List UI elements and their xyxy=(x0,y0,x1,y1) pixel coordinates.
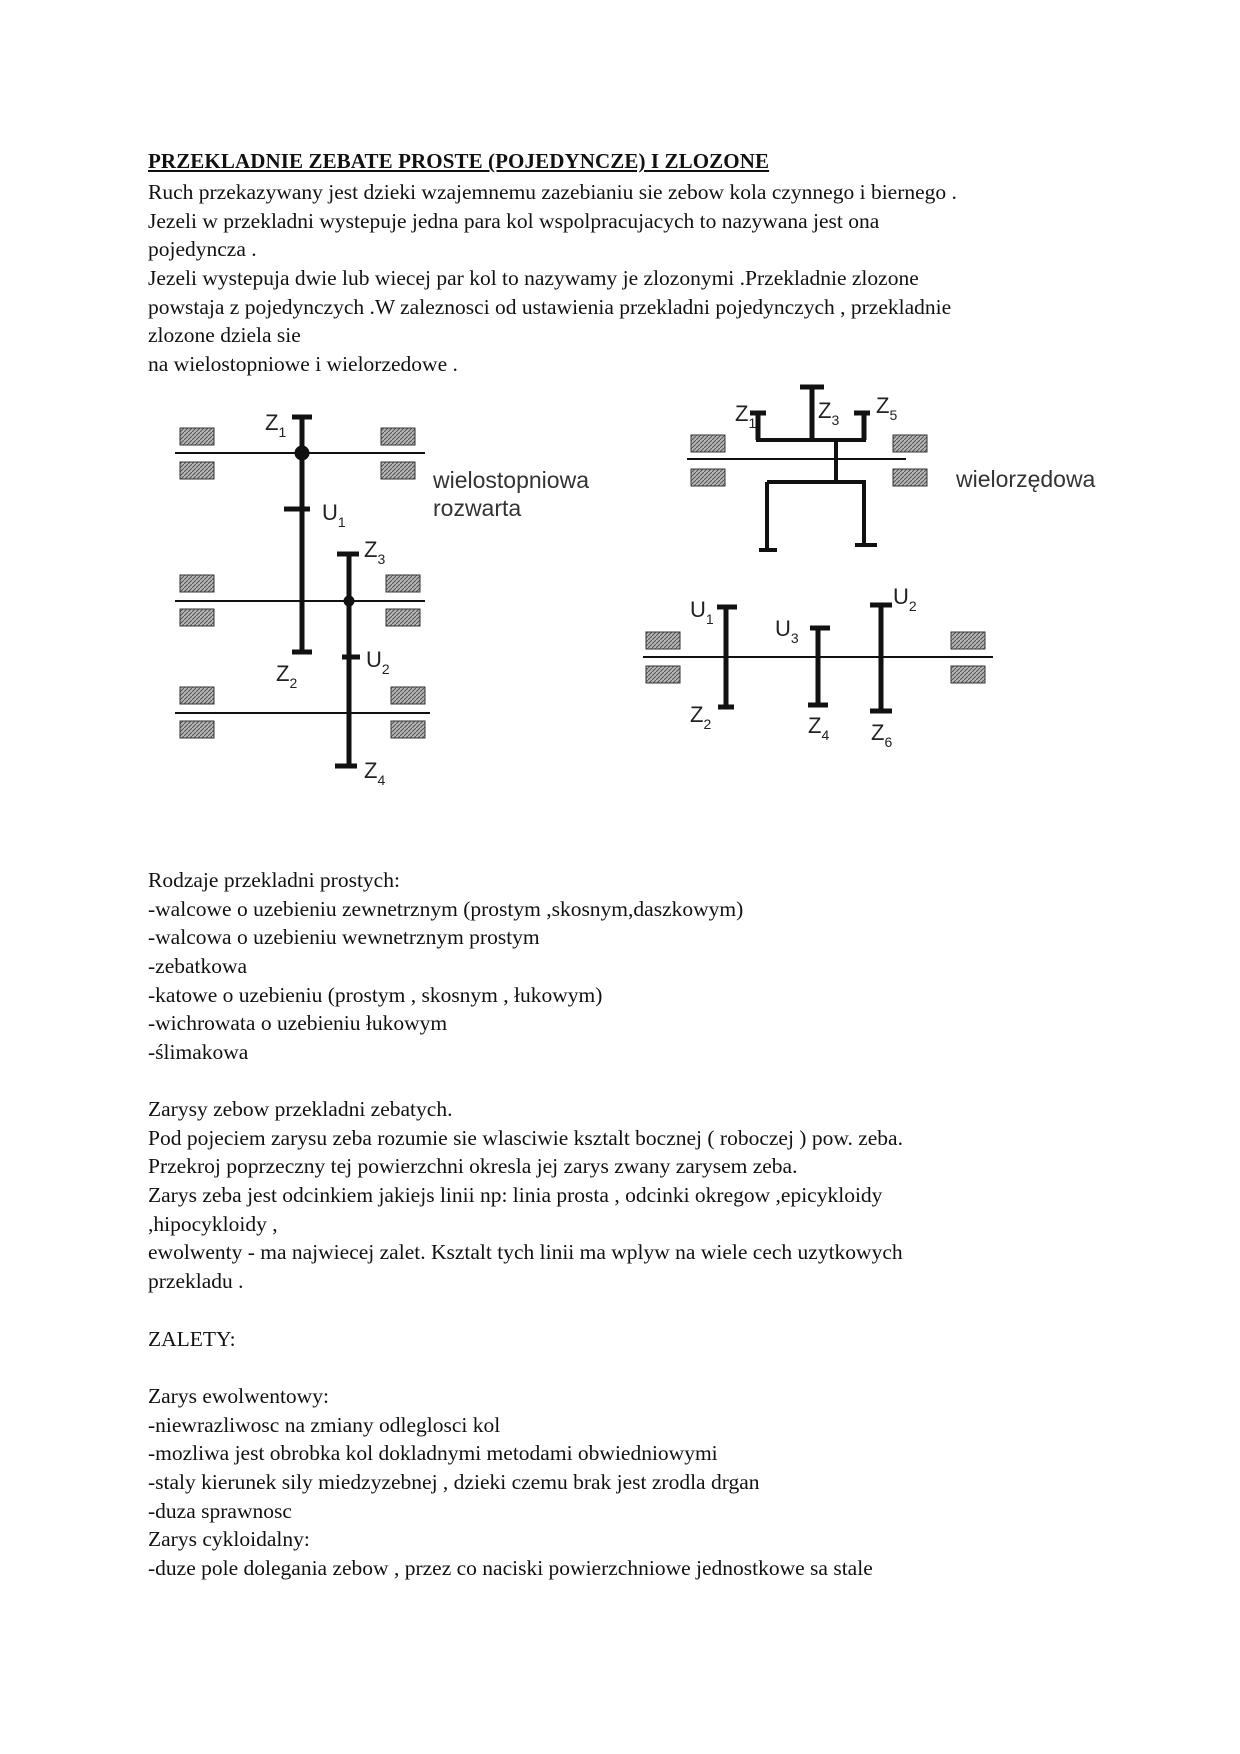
caption-multistage-open: rozwarta xyxy=(433,495,522,521)
text-line: Zarys zeba jest odcinkiem jakiejs linii np: linia prosta , odcinki okregow ,epicykloidy xyxy=(148,1183,883,1208)
list-item: -wichrowata o uzebieniu łukowym xyxy=(148,1011,448,1036)
label-z6-right: $Z_6$ xyxy=(871,720,893,750)
list-item: -staly kierunek sily miedzyzebnej , dzieki czemu brak jest zrodla drgan xyxy=(148,1469,760,1494)
text-line: zlozone dziela sie xyxy=(148,323,301,348)
list-item: -mozliwa jest obrobka kol dokladnymi metodami obwiedniowymi xyxy=(148,1441,718,1466)
list-item: -walcowa o uzebieniu wewnetrznym prostym xyxy=(148,925,540,950)
text-line: na wielostopniowe i wielorzedowe . xyxy=(148,352,458,377)
label-z3: $Z_3$ xyxy=(364,537,386,567)
gear-types-section xyxy=(148,866,1128,1067)
label-z5-right: $Z_5$ xyxy=(876,393,898,423)
list-item: -walcowe o uzebieniu zewnetrznym (prostym ,skosnym,daszkowym) xyxy=(148,896,744,921)
list-item: -duze pole dolegania zebow , przez co naciski powierzchniowe jednostkowe sa stale xyxy=(148,1556,873,1580)
gear-diagrams xyxy=(0,0,1240,820)
label-z4: $Z_4$ xyxy=(364,758,386,788)
diagram-right-multirow xyxy=(643,387,993,711)
label-z1: $Z_1$ xyxy=(265,410,287,440)
text-line: powstaja z pojedynczych .W zaleznosci od ustawienia przekladni pojedynczych , przekladnie xyxy=(148,294,952,319)
involute-heading: Zarys ewolwentowy: xyxy=(148,1383,329,1408)
caption-multirow: wielorzędowa xyxy=(956,466,1096,492)
caption-multistage: wielostopniowa xyxy=(433,467,589,493)
label-u2: $U_2$ xyxy=(366,647,390,677)
label-u2-right: $U_2$ xyxy=(893,584,917,614)
label-z3-right: $Z_3$ xyxy=(818,398,840,428)
label-z1-right: $Z_1$ xyxy=(735,401,757,431)
advantages-heading: ZALETY: xyxy=(148,1326,236,1351)
text-line: Jezeli w przekladni wystepuje jedna para kol wspolpracujacych to nazywana jest ona xyxy=(148,208,880,233)
list-item: -zebatkowa xyxy=(148,954,248,979)
tooth-profiles-section xyxy=(148,1095,1128,1583)
label-z2: $Z_2$ xyxy=(276,661,298,691)
label-u1: $U_1$ xyxy=(322,500,346,530)
label-z4-right: $Z_4$ xyxy=(808,713,830,743)
diagram-left-multistage xyxy=(175,417,430,766)
text-line: przekladu . xyxy=(148,1269,244,1294)
label-u1-right: $U_1$ xyxy=(690,597,714,627)
text-line: Jezeli wystepuja dwie lub wiecej par kol to nazywamy je zlozonymi .Przekladnie zlozone xyxy=(148,266,919,291)
label-z2-right: $Z_2$ xyxy=(690,702,712,732)
text-line: Pod pojeciem zarysu zeba rozumie sie wlasciwie ksztalt bocznej ( roboczej ) pow. zeba. xyxy=(148,1125,903,1150)
text-line: ,hipocykloidy , xyxy=(148,1211,278,1236)
list-item: -duza sprawnosc xyxy=(148,1498,292,1523)
cycloid-heading: Zarys cykloidalny: xyxy=(148,1527,310,1552)
list-item: -ślimakowa xyxy=(148,1040,249,1065)
text-line: Ruch przekazywany jest dzieki wzajemnemu zazebianiu sie zebow kola czynnego i biernego . xyxy=(148,180,957,204)
section-heading: Rodzaje przekladni prostych: xyxy=(148,868,400,892)
list-item: -niewrazliwosc na zmiany odleglosci kol xyxy=(148,1412,501,1437)
section-heading: Zarysy zebow przekladni zebatych. xyxy=(148,1097,453,1121)
text-line: pojedyncza . xyxy=(148,237,257,262)
list-item: -katowe o uzebieniu (prostym , skosnym , łukowym) xyxy=(148,982,603,1007)
text-line: ewolwenty - ma najwiecej zalet. Ksztalt tych linii ma wplyw na wiele cech uzytkowych xyxy=(148,1240,903,1265)
label-u3-right: $U_3$ xyxy=(775,616,799,646)
page-title: PRZEKLADNIE ZEBATE PROSTE (POJEDYNCZE) I ZLOZONE xyxy=(148,149,770,173)
text-line: Przekroj poprzeczny tej powierzchni okresla jej zarys zwany zarysem zeba. xyxy=(148,1154,798,1179)
